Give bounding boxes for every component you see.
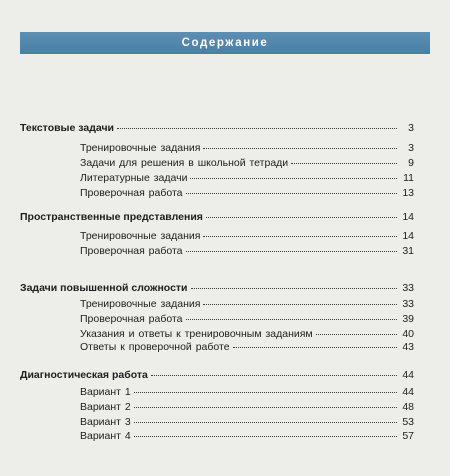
item-label: Вариант 1 bbox=[80, 386, 131, 398]
dot-leader bbox=[203, 304, 397, 305]
page-number: 9 bbox=[408, 157, 414, 169]
toc-item[interactable] bbox=[80, 313, 414, 326]
dot-leader bbox=[203, 236, 397, 237]
dot-leader bbox=[233, 347, 397, 348]
dot-leader bbox=[291, 163, 397, 164]
toc-item[interactable] bbox=[80, 245, 414, 258]
toc-item[interactable] bbox=[80, 187, 414, 200]
page-number: 3 bbox=[408, 142, 414, 154]
item-label: Проверочная работа bbox=[80, 313, 183, 325]
section-title: Текстовые задачи bbox=[20, 122, 114, 134]
toc-item[interactable] bbox=[80, 298, 414, 311]
toc-section-advanced[interactable] bbox=[20, 282, 414, 295]
dot-leader bbox=[191, 288, 397, 289]
page-number: 53 bbox=[402, 416, 414, 428]
page-number: 33 bbox=[402, 282, 414, 294]
item-label: Литературные задачи bbox=[80, 172, 188, 184]
section-title: Пространственные представления bbox=[20, 211, 203, 223]
item-label: Проверочная работа bbox=[80, 245, 183, 257]
toc-section-spatial[interactable] bbox=[20, 211, 414, 224]
item-label: Тренировочные задания bbox=[80, 230, 201, 242]
dot-leader bbox=[186, 193, 397, 194]
toc-section-text-problems[interactable] bbox=[20, 122, 414, 135]
toc-item[interactable] bbox=[80, 172, 414, 185]
page-number: 11 bbox=[403, 172, 414, 184]
dot-leader bbox=[186, 319, 397, 320]
dot-leader bbox=[203, 148, 397, 149]
toc-section-diagnostic[interactable] bbox=[20, 369, 414, 382]
page-number: 14 bbox=[402, 211, 414, 223]
dot-leader bbox=[190, 178, 397, 179]
page-number: 44 bbox=[402, 369, 414, 381]
dot-leader bbox=[134, 392, 397, 393]
page-number: 31 bbox=[402, 245, 414, 257]
dot-leader bbox=[206, 217, 397, 218]
page-number: 48 bbox=[402, 401, 414, 413]
section-title: Задачи повышенной сложности bbox=[20, 282, 188, 294]
page-number: 43 bbox=[402, 341, 414, 353]
toc-item[interactable] bbox=[80, 328, 414, 341]
page-number: 33 bbox=[402, 298, 414, 310]
item-label: Проверочная работа bbox=[80, 187, 183, 199]
toc-item[interactable] bbox=[80, 230, 414, 243]
page-number: 13 bbox=[402, 187, 414, 199]
item-label: Тренировочные задания bbox=[80, 142, 201, 154]
page-number: 3 bbox=[408, 122, 414, 134]
item-label: Ответы к проверочной работе bbox=[80, 341, 230, 353]
toc-item[interactable] bbox=[80, 401, 414, 414]
dot-leader bbox=[151, 375, 397, 376]
item-label: Тренировочные задания bbox=[80, 298, 201, 310]
toc-item[interactable] bbox=[80, 157, 414, 170]
dot-leader bbox=[134, 422, 397, 423]
item-label: Вариант 3 bbox=[80, 416, 131, 428]
page-number: 40 bbox=[402, 328, 414, 340]
dot-leader bbox=[134, 436, 397, 437]
section-title: Диагностическая работа bbox=[20, 369, 148, 381]
page-number: 44 bbox=[402, 386, 414, 398]
contents-header: Содержание bbox=[20, 32, 430, 54]
item-label: Вариант 2 bbox=[80, 401, 131, 413]
dot-leader bbox=[316, 334, 397, 335]
toc-item[interactable] bbox=[80, 416, 414, 429]
dot-leader bbox=[134, 407, 397, 408]
item-label: Указания и ответы к тренировочным заданиям bbox=[80, 328, 313, 340]
toc-item[interactable] bbox=[80, 142, 414, 155]
toc-item[interactable] bbox=[80, 386, 414, 399]
page-number: 39 bbox=[402, 313, 414, 325]
page-number: 57 bbox=[402, 430, 414, 442]
toc-item[interactable] bbox=[80, 430, 414, 443]
item-label: Вариант 4 bbox=[80, 430, 131, 442]
toc-item[interactable] bbox=[80, 341, 414, 354]
dot-leader bbox=[117, 128, 397, 129]
page-number: 14 bbox=[402, 230, 414, 242]
dot-leader bbox=[186, 251, 397, 252]
item-label: Задачи для решения в школьной тетради bbox=[80, 157, 289, 169]
